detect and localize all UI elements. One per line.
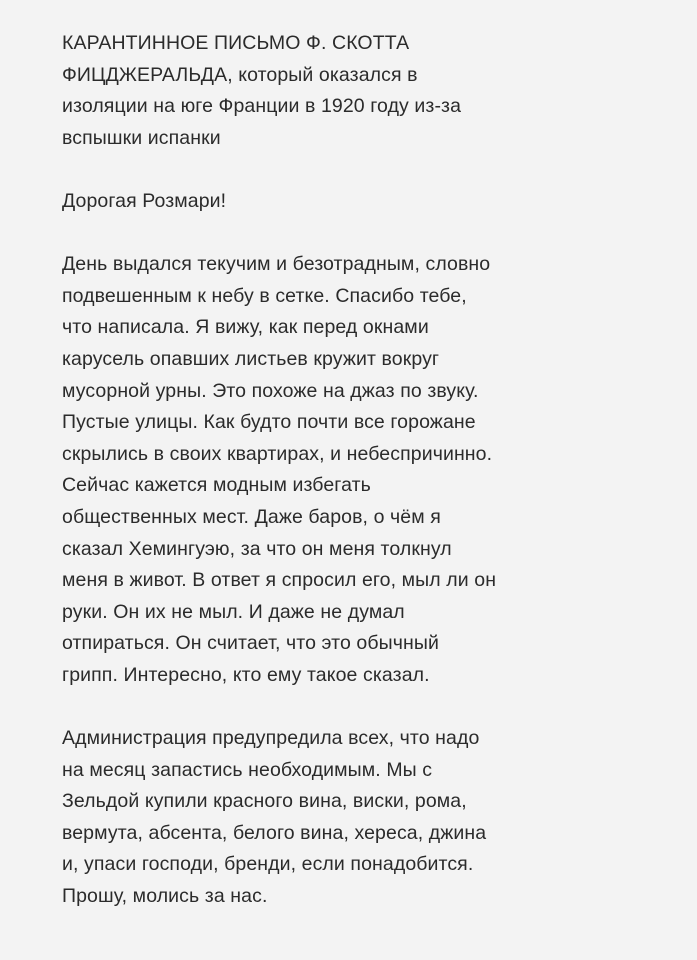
paragraph-line: мусорной урны. Это похоже на джаз по звуку. bbox=[62, 379, 479, 402]
heading-line: ФИЦДЖЕРАЛЬДА, который оказался в bbox=[62, 63, 418, 86]
paragraph-line: руки. Он их не мыл. И даже не думал bbox=[62, 600, 405, 623]
paragraph-line: вермута, абсента, белого вина, хереса, джина bbox=[62, 821, 487, 844]
paragraph-line: Администрация предупредила всех, что надо bbox=[62, 727, 480, 750]
paragraph-line: Сейчас кажется модным избегать bbox=[62, 474, 371, 497]
paragraph-line: Пустые улицы. Как будто почти все горожане bbox=[62, 411, 476, 434]
paragraph-line: и, упаси господи, бренди, если понадобится. bbox=[62, 853, 474, 876]
letter-paragraph-1 bbox=[62, 249, 667, 691]
letter-heading bbox=[62, 28, 667, 154]
paragraph-line: скрылись в своих квартирах, и небеспричинно. bbox=[62, 442, 493, 465]
heading-line: КАРАНТИННОЕ ПИСЬМО Ф. СКОТТА bbox=[62, 32, 410, 54]
paragraph-line: что написала. Я вижу, как перед окнами bbox=[62, 316, 429, 339]
greeting-line: Дорогая Розмари! bbox=[62, 189, 227, 212]
paragraph-line: меня в живот. В ответ я спросил его, мыл ли он bbox=[62, 569, 497, 592]
paragraph-line: подвешенным к небу в сетке. Спасибо тебе, bbox=[62, 284, 467, 307]
paragraph-gap bbox=[62, 154, 667, 186]
paragraph-line: карусель опавших листьев кружит вокруг bbox=[62, 347, 440, 370]
letter-greeting bbox=[62, 186, 667, 218]
paragraph-line: Зельдой купили красного вина, виски, рома, bbox=[62, 790, 467, 813]
paragraph-gap bbox=[62, 218, 667, 250]
paragraph-gap bbox=[62, 691, 667, 723]
paragraph-line: грипп. Интересно, кто ему такое сказал. bbox=[62, 663, 430, 686]
paragraph-line: День выдался текучим и безотрадным, словно bbox=[62, 253, 491, 276]
paragraph-line: общественных мест. Даже баров, о чём я bbox=[62, 505, 441, 528]
heading-line: вспышки испанки bbox=[62, 126, 221, 149]
letter-paragraph-2 bbox=[62, 723, 667, 913]
paragraph-line: отпираться. Он считает, что это обычный bbox=[62, 632, 439, 655]
paragraph-line: на месяц запастись необходимым. Мы с bbox=[62, 758, 433, 781]
paragraph-line: Прошу, молись за нас. bbox=[62, 885, 268, 908]
paragraph-line: сказал Хемингуэю, за что он меня толкнул bbox=[62, 537, 452, 560]
heading-line: изоляции на юге Франции в 1920 году из-за bbox=[62, 95, 462, 118]
